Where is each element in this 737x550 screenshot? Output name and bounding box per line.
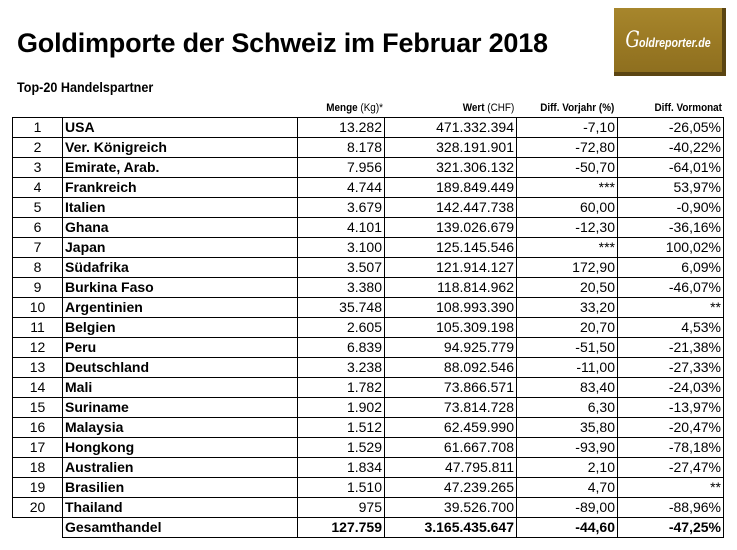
menge-cell: 6.839 — [298, 338, 385, 358]
rank-cell: 16 — [13, 418, 63, 438]
menge-cell: 35.748 — [298, 298, 385, 318]
wert-cell: 121.914.127 — [385, 258, 517, 278]
table-row — [13, 118, 724, 138]
rank-cell: 3 — [13, 158, 63, 178]
wert-cell: 125.145.546 — [385, 238, 517, 258]
country-cell: Malaysia — [63, 418, 298, 438]
goldreporter-logo — [614, 8, 726, 76]
menge-cell: 1.510 — [298, 478, 385, 498]
table-row — [13, 418, 724, 438]
diff-vormonat-cell: -21,38% — [618, 338, 724, 358]
rank-cell: 19 — [13, 478, 63, 498]
rank-cell: 6 — [13, 218, 63, 238]
header-vormonat-label: Diff. Vormonat — [654, 102, 722, 114]
diff-vorjahr-cell: *** — [517, 178, 618, 198]
total-diff-vorjahr-cell: -44,60 — [517, 518, 618, 538]
rank-cell: 9 — [13, 278, 63, 298]
diff-vorjahr-cell: -89,00 — [517, 498, 618, 518]
diff-vorjahr-cell: 60,00 — [517, 198, 618, 218]
table-row — [13, 478, 724, 498]
total-label-cell: Gesamthandel — [63, 518, 298, 538]
table-row — [13, 218, 724, 238]
table-row — [13, 198, 724, 218]
wert-cell: 73.814.728 — [385, 398, 517, 418]
table-row — [13, 258, 724, 278]
menge-cell: 8.178 — [298, 138, 385, 158]
column-header-diff-vorjahr — [516, 101, 614, 115]
wert-cell: 62.459.990 — [385, 418, 517, 438]
diff-vormonat-cell: 53,97% — [618, 178, 724, 198]
logo-text — [625, 28, 710, 53]
diff-vorjahr-cell: -11,00 — [517, 358, 618, 378]
diff-vormonat-cell: -13,97% — [618, 398, 724, 418]
table-row — [13, 238, 724, 258]
menge-cell: 975 — [298, 498, 385, 518]
country-cell: Thailand — [63, 498, 298, 518]
wert-cell: 47.239.265 — [385, 478, 517, 498]
table-body — [13, 118, 724, 538]
diff-vormonat-cell: -0,90% — [618, 198, 724, 218]
table-row — [13, 138, 724, 158]
menge-cell: 3.380 — [298, 278, 385, 298]
diff-vormonat-cell: -64,01% — [618, 158, 724, 178]
rank-cell: 2 — [13, 138, 63, 158]
wert-cell: 94.925.779 — [385, 338, 517, 358]
diff-vormonat-cell: -27,33% — [618, 358, 724, 378]
country-cell: Ghana — [63, 218, 298, 238]
rank-cell: 15 — [13, 398, 63, 418]
rank-cell: 1 — [13, 118, 63, 138]
table-row — [13, 318, 724, 338]
menge-cell: 3.238 — [298, 358, 385, 378]
header-wert-label: Wert — [462, 102, 485, 114]
menge-cell: 3.679 — [298, 198, 385, 218]
diff-vormonat-cell: -78,18% — [618, 438, 724, 458]
diff-vormonat-cell: 100,02% — [618, 238, 724, 258]
diff-vormonat-cell: 6,09% — [618, 258, 724, 278]
table-row — [13, 458, 724, 478]
menge-cell: 1.902 — [298, 398, 385, 418]
diff-vormonat-cell: 4,53% — [618, 318, 724, 338]
diff-vormonat-cell: ** — [618, 298, 724, 318]
menge-cell: 2.605 — [298, 318, 385, 338]
country-cell: Deutschland — [63, 358, 298, 378]
wert-cell: 328.191.901 — [385, 138, 517, 158]
column-header-wert — [384, 101, 514, 115]
table-row — [13, 378, 724, 398]
rank-cell: 8 — [13, 258, 63, 278]
table-row — [13, 398, 724, 418]
country-cell: Mali — [63, 378, 298, 398]
diff-vorjahr-cell: -51,50 — [517, 338, 618, 358]
wert-cell: 47.795.811 — [385, 458, 517, 478]
menge-cell: 13.282 — [298, 118, 385, 138]
country-cell: Japan — [63, 238, 298, 258]
country-cell: Argentinien — [63, 298, 298, 318]
table-row — [13, 338, 724, 358]
menge-cell: 3.507 — [298, 258, 385, 278]
table-row — [13, 438, 724, 458]
trade-partners-table — [12, 117, 724, 538]
table-row — [13, 178, 724, 198]
diff-vormonat-cell: -40,22% — [618, 138, 724, 158]
country-cell: Brasilien — [63, 478, 298, 498]
country-cell: Peru — [63, 338, 298, 358]
diff-vorjahr-cell: -50,70 — [517, 158, 618, 178]
diff-vorjahr-cell: *** — [517, 238, 618, 258]
wert-cell: 321.306.132 — [385, 158, 517, 178]
country-cell: Hongkong — [63, 438, 298, 458]
diff-vormonat-cell: -46,07% — [618, 278, 724, 298]
country-cell: Frankreich — [63, 178, 298, 198]
wert-cell: 189.849.449 — [385, 178, 517, 198]
wert-cell: 105.309.198 — [385, 318, 517, 338]
menge-cell: 3.100 — [298, 238, 385, 258]
diff-vormonat-cell: -24,03% — [618, 378, 724, 398]
country-cell: Australien — [63, 458, 298, 478]
menge-cell: 1.782 — [298, 378, 385, 398]
country-cell: Emirate, Arab. — [63, 158, 298, 178]
header-wert-unit: (CHF) — [484, 102, 514, 114]
table-row — [13, 358, 724, 378]
diff-vormonat-cell: -27,47% — [618, 458, 724, 478]
wert-cell: 88.092.546 — [385, 358, 517, 378]
wert-cell: 142.447.738 — [385, 198, 517, 218]
menge-cell: 4.744 — [298, 178, 385, 198]
subtitle: Top-20 Handelspartner — [17, 79, 154, 95]
diff-vorjahr-cell: 83,40 — [517, 378, 618, 398]
rank-cell: 10 — [13, 298, 63, 318]
diff-vorjahr-cell: 33,20 — [517, 298, 618, 318]
country-cell: Südafrika — [63, 258, 298, 278]
country-cell: Burkina Faso — [63, 278, 298, 298]
menge-cell: 7.956 — [298, 158, 385, 178]
rank-cell: 14 — [13, 378, 63, 398]
wert-cell: 471.332.394 — [385, 118, 517, 138]
total-rank-blank — [13, 518, 63, 538]
country-cell: Ver. Königreich — [63, 138, 298, 158]
rank-cell: 20 — [13, 498, 63, 518]
wert-cell: 139.026.679 — [385, 218, 517, 238]
diff-vorjahr-cell: -93,90 — [517, 438, 618, 458]
wert-cell: 61.667.708 — [385, 438, 517, 458]
total-wert-cell: 3.165.435.647 — [385, 518, 517, 538]
wert-cell: 118.814.962 — [385, 278, 517, 298]
diff-vorjahr-cell: 20,70 — [517, 318, 618, 338]
wert-cell: 39.526.700 — [385, 498, 517, 518]
table-row — [13, 498, 724, 518]
menge-cell: 4.101 — [298, 218, 385, 238]
diff-vormonat-cell: -36,16% — [618, 218, 724, 238]
rank-cell: 12 — [13, 338, 63, 358]
country-cell: Italien — [63, 198, 298, 218]
menge-cell: 1.529 — [298, 438, 385, 458]
diff-vormonat-cell: -88,96% — [618, 498, 724, 518]
wert-cell: 73.866.571 — [385, 378, 517, 398]
column-header-menge — [297, 101, 383, 115]
diff-vorjahr-cell: 35,80 — [517, 418, 618, 438]
rank-cell: 7 — [13, 238, 63, 258]
rank-cell: 17 — [13, 438, 63, 458]
logo-initial: G — [625, 27, 640, 53]
header-menge-unit: (Kg)* — [357, 102, 383, 114]
diff-vorjahr-cell: 20,50 — [517, 278, 618, 298]
header-vorjahr-label: Diff. Vorjahr (%) — [539, 102, 614, 114]
header-menge-label: Menge — [326, 102, 358, 114]
menge-cell: 1.512 — [298, 418, 385, 438]
diff-vorjahr-cell: -12,30 — [517, 218, 618, 238]
diff-vorjahr-cell: 6,30 — [517, 398, 618, 418]
rank-cell: 18 — [13, 458, 63, 478]
country-cell: Suriname — [63, 398, 298, 418]
country-cell: USA — [63, 118, 298, 138]
diff-vorjahr-cell: 4,70 — [517, 478, 618, 498]
page-title: Goldimporte der Schweiz im Februar 2018 — [17, 28, 548, 58]
diff-vormonat-cell: -20,47% — [618, 418, 724, 438]
wert-cell: 108.993.390 — [385, 298, 517, 318]
country-cell: Belgien — [63, 318, 298, 338]
logo-wordmark: oldreporter.de — [638, 34, 711, 50]
table-row — [13, 158, 724, 178]
diff-vorjahr-cell: 172,90 — [517, 258, 618, 278]
diff-vormonat-cell: ** — [618, 478, 724, 498]
total-diff-vormonat-cell: -47,25% — [618, 518, 724, 538]
diff-vorjahr-cell: 2,10 — [517, 458, 618, 478]
rank-cell: 13 — [13, 358, 63, 378]
table-row — [13, 278, 724, 298]
table-row — [13, 298, 724, 318]
menge-cell: 1.834 — [298, 458, 385, 478]
diff-vorjahr-cell: -7,10 — [517, 118, 618, 138]
total-row — [13, 518, 724, 538]
total-menge-cell: 127.759 — [298, 518, 385, 538]
rank-cell: 5 — [13, 198, 63, 218]
diff-vorjahr-cell: -72,80 — [517, 138, 618, 158]
column-header-diff-vormonat — [617, 101, 722, 115]
diff-vormonat-cell: -26,05% — [618, 118, 724, 138]
rank-cell: 11 — [13, 318, 63, 338]
rank-cell: 4 — [13, 178, 63, 198]
